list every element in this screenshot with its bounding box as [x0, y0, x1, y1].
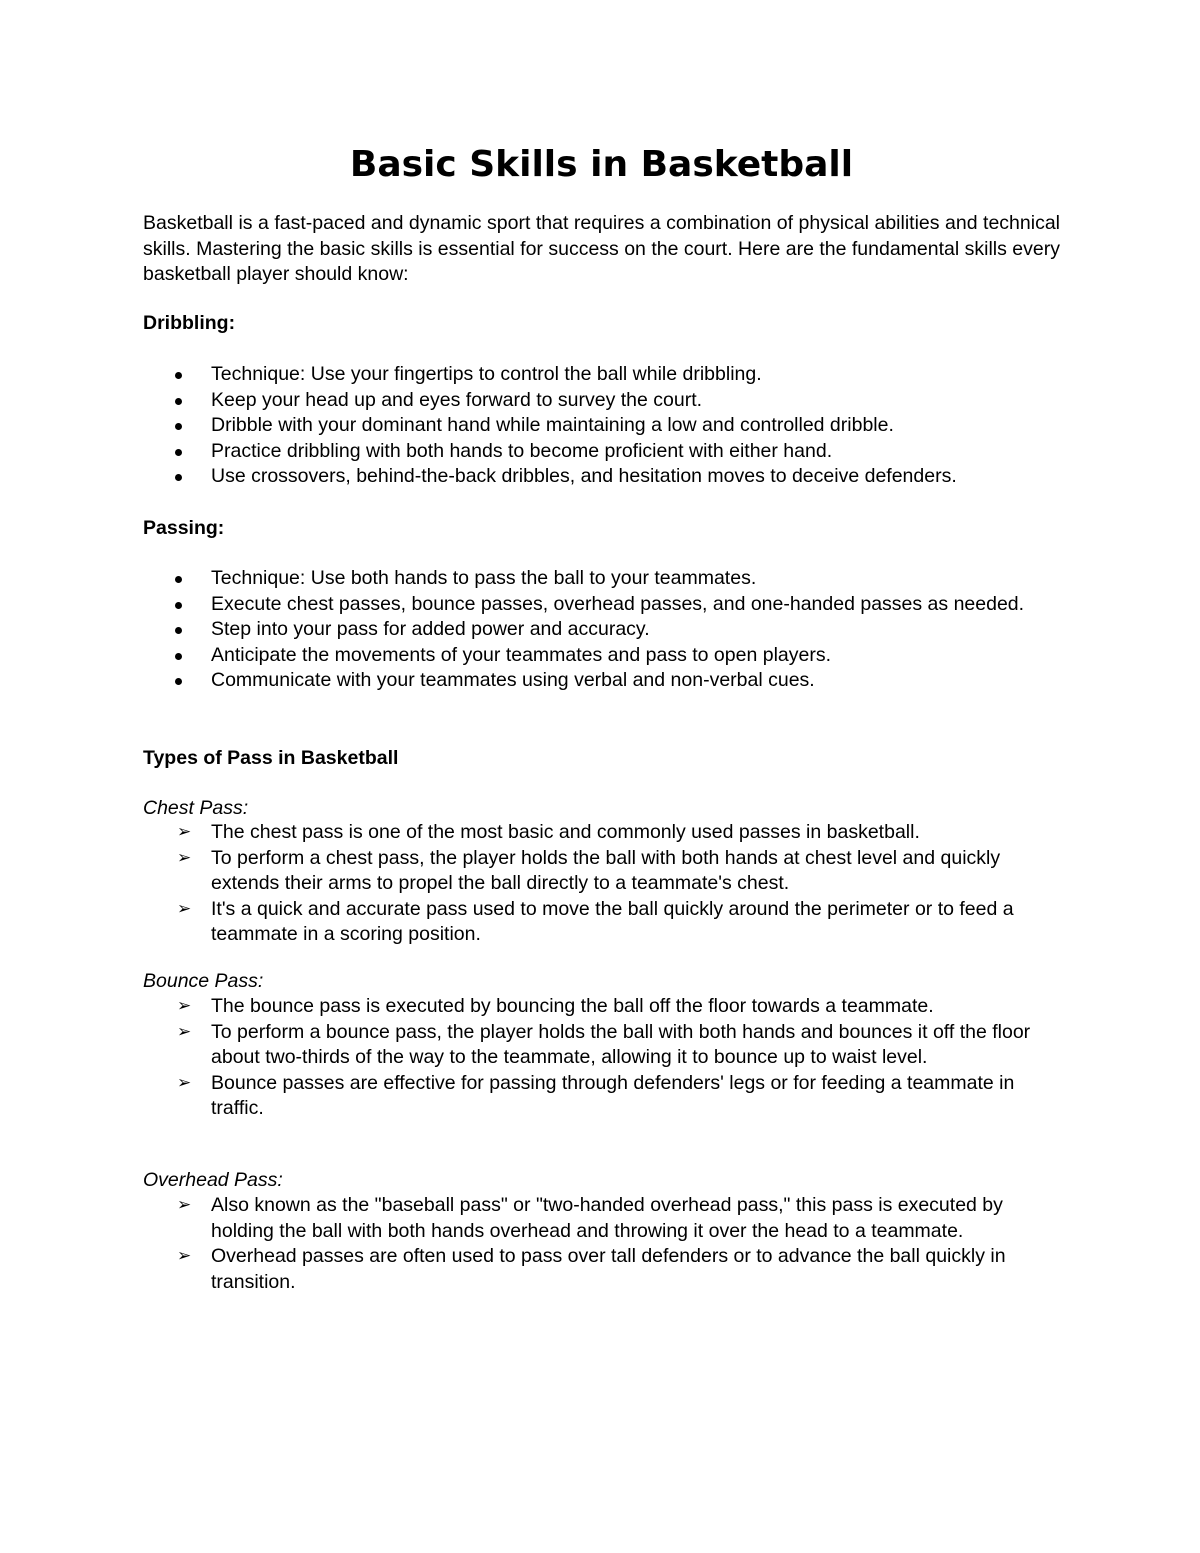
- list-item: Practice dribbling with both hands to become proficient with either hand.: [143, 439, 1060, 465]
- list-item: Dribble with your dominant hand while maintaining a low and controlled dribble.: [143, 413, 1060, 439]
- list-item: ➢ Also known as the "baseball pass" or "two-handed overhead pass," this pass is executed by holding the ball with both hands overhead and throwing it over the head to a teammate.: [177, 1194, 1003, 1242]
- arrow-bullet-icon: ➢: [177, 996, 192, 1016]
- list-item: ➢ The chest pass is one of the most basic and commonly used passes in basketball.: [143, 820, 1060, 846]
- arrow-bullet-icon: ➢: [177, 1021, 192, 1042]
- chest-pass-label: Chest Pass:: [143, 797, 249, 819]
- list-item: ➢ To perform a chest pass, the player holds the ball with both hands at chest level and quickly extends their arms to propel the ball directly to a teammate's chest.: [177, 846, 1001, 894]
- list-item: Step into your pass for added power and accuracy.: [143, 617, 1060, 643]
- overhead-pass-label: Overhead Pass:: [143, 1169, 283, 1191]
- passing-heading: Passing:: [143, 517, 225, 539]
- list-item: ➢ Overhead passes are often used to pass over tall defenders or to advance the ball quickly in transition.: [177, 1245, 1006, 1293]
- intro-paragraph: Basketball is a fast-paced and dynamic sport that requires a combination of physical abilities and technical skills. Mastering the basic skills is essential for success on the court. Here are the fundamental skills every basketball player should know:: [143, 212, 1060, 285]
- bullet-icon: [175, 678, 182, 685]
- arrow-bullet-icon: ➢: [177, 1246, 192, 1266]
- dribbling-list: [143, 362, 1060, 490]
- overhead-pass-list: [143, 1193, 1060, 1295]
- arrow-bullet-icon: ➢: [177, 822, 192, 842]
- list-item: ➢ To perform a bounce pass, the player holds the ball with both hands and bounces it off the floor about two-thirds of the way to the teammate, allowing it to bounce up to waist level.: [177, 1020, 1031, 1068]
- list-item: Technique: Use both hands to pass the ball to your teammates.: [143, 566, 1060, 592]
- list-item: Communicate with your teammates using verbal and non-verbal cues.: [143, 668, 1060, 694]
- bullet-icon: [175, 398, 182, 405]
- list-item: ➢ It's a quick and accurate pass used to move the ball quickly around the perimeter or to feed a teammate in a scoring position.: [177, 897, 1014, 945]
- arrow-bullet-icon: ➢: [177, 1195, 192, 1215]
- bullet-icon: [175, 602, 182, 609]
- bullet-icon: [175, 423, 182, 430]
- bullet-icon: [175, 576, 182, 583]
- bullet-icon: [175, 372, 182, 379]
- arrow-bullet-icon: ➢: [177, 898, 192, 919]
- chest-pass-list: [143, 820, 1060, 948]
- list-item: Execute chest passes, bounce passes, overhead passes, and one-handed passes as needed.: [143, 592, 1060, 618]
- bounce-pass-label: Bounce Pass:: [143, 970, 264, 992]
- list-item: Use crossovers, behind-the-back dribbles, and hesitation moves to deceive defenders.: [143, 464, 1060, 490]
- bullet-icon: [175, 653, 182, 660]
- document-title: Basic Skills in Basketball: [349, 144, 854, 185]
- bullet-icon: [175, 474, 182, 481]
- list-item: ➢ The bounce pass is executed by bouncing the ball off the floor towards a teammate.: [143, 994, 1060, 1020]
- dribbling-heading: Dribbling:: [143, 312, 236, 334]
- bullet-icon: [175, 449, 182, 456]
- list-item: Anticipate the movements of your teammates and pass to open players.: [143, 643, 1060, 669]
- bullet-icon: [175, 627, 182, 634]
- passing-list: [143, 566, 1060, 694]
- list-item: Keep your head up and eyes forward to survey the court.: [143, 388, 1060, 414]
- list-item: ➢ Bounce passes are effective for passing through defenders' legs or for feeding a teammate in traffic.: [177, 1071, 1015, 1119]
- arrow-bullet-icon: ➢: [177, 847, 192, 868]
- types-heading: Types of Pass in Basketball: [143, 747, 399, 769]
- list-item: Technique: Use your fingertips to control the ball while dribbling.: [143, 362, 1060, 388]
- arrow-bullet-icon: ➢: [177, 1072, 192, 1093]
- bounce-pass-list: [143, 994, 1060, 1122]
